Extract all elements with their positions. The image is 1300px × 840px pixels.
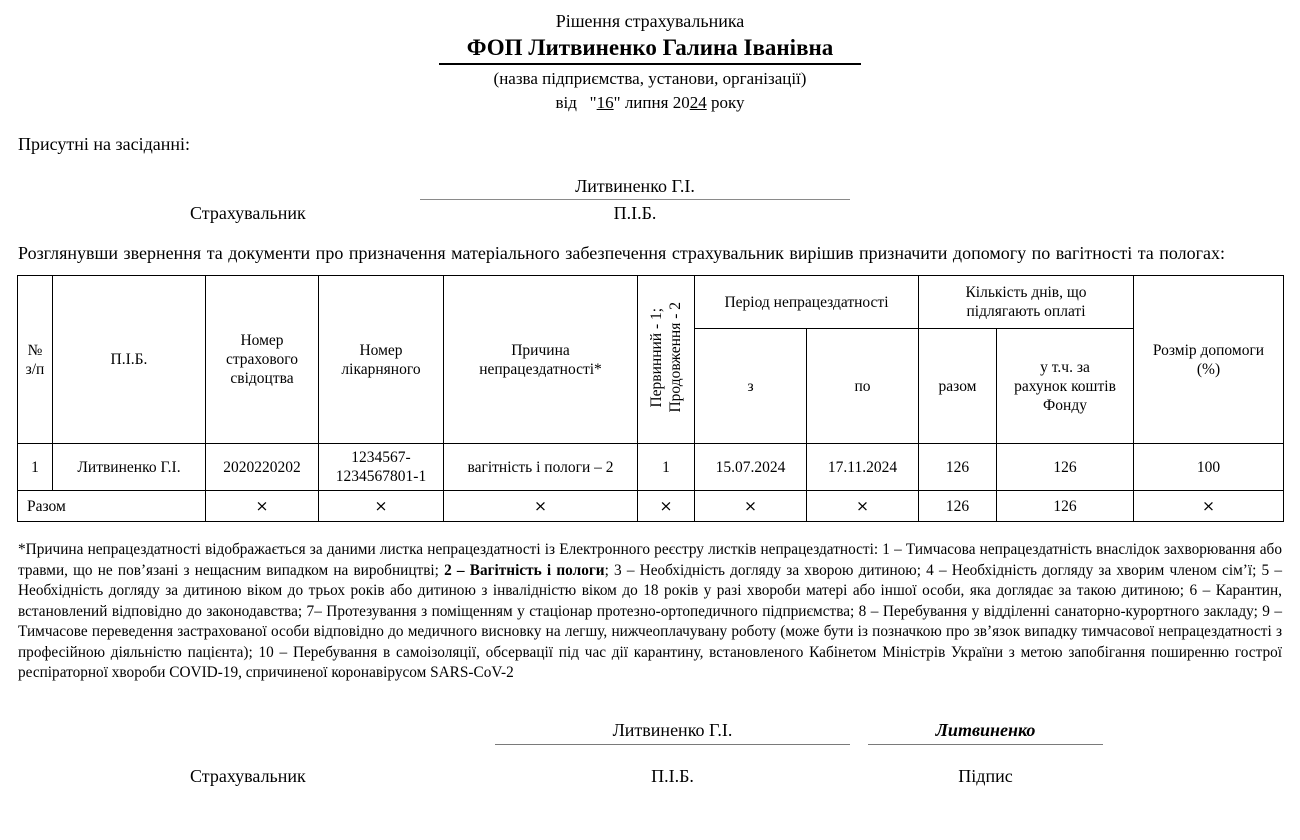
cell-total-sick-leave-number: × — [319, 491, 444, 522]
th-sick-leave-number — [319, 276, 444, 444]
table-header-row-1 — [18, 276, 1284, 329]
signature-name-value: Литвиненко Г.І. — [495, 720, 850, 745]
cell-insurance-certificate: 2020220202 — [206, 444, 319, 491]
th-insurance-certificate-l3: свідоцтва — [230, 370, 294, 387]
th-days-fund — [997, 329, 1134, 444]
th-benefit-amount-l2: (%) — [1196, 360, 1221, 378]
benefits-table — [17, 275, 1284, 522]
cell-total-label: Разом — [18, 491, 206, 522]
cell-total-period-from: × — [695, 491, 807, 522]
present-label: Присутні на засіданні: — [18, 134, 191, 154]
th-primary-continuation-text — [647, 302, 685, 413]
date-day: 16 — [596, 93, 614, 112]
th-incapacity-reason-l2: непрацездатності* — [479, 360, 602, 378]
th-row-number — [18, 276, 53, 444]
intro-paragraph: Розглянувши звернення та документи про призначення матеріального забезпечення страхувальник вирішив призначити допомогу по вагітності та пологах: — [18, 243, 1226, 263]
cell-sick-leave-number-l1: 1234567- — [351, 449, 411, 466]
cell-total-days-fund: 126 — [997, 491, 1134, 522]
present-name-column — [420, 176, 850, 224]
th-primary-continuation — [638, 276, 695, 444]
document-date-line — [0, 91, 1300, 114]
th-period-to: по — [807, 329, 919, 444]
th-payable-days-group-l1: Кількість днів, що — [965, 284, 1087, 301]
th-sick-leave-number-l2: лікарняного — [341, 360, 421, 378]
cell-period-from: 15.07.2024 — [695, 444, 807, 491]
cell-sick-leave-number-l2: 1234567801-1 — [335, 468, 427, 485]
cell-total-incapacity-reason: × — [444, 491, 638, 522]
organization-name: ФОП Литвиненко Галина Іванівна — [439, 34, 862, 65]
cell-full-name: Литвиненко Г.І. — [53, 444, 206, 491]
cell-sick-leave-number — [319, 444, 444, 491]
cell-days-fund: 126 — [997, 444, 1134, 491]
th-row-number-l1: № — [27, 341, 43, 359]
date-month: липня — [624, 93, 669, 112]
th-days-fund-l1: у т.ч. за — [1040, 358, 1090, 376]
th-benefit-amount — [1134, 276, 1284, 444]
footnote-bold: 2 – Вагітність і пологи — [444, 561, 605, 579]
cell-total-benefit-amount: × — [1134, 491, 1284, 522]
date-suffix: року — [710, 93, 745, 112]
table-total-row — [18, 491, 1284, 522]
th-period-from: з — [695, 329, 807, 444]
signature-row — [0, 720, 1300, 787]
signature-mark-caption: Підпис — [958, 765, 1013, 786]
cell-row-number: 1 — [18, 444, 53, 491]
signature-name-column — [495, 720, 850, 787]
th-primary-continuation-l2: Продовження - 2 — [667, 301, 684, 413]
cell-total-days-total: 126 — [919, 491, 997, 522]
th-benefit-amount-l1: Розмір допомоги — [1152, 341, 1265, 359]
footnote-part2: ; 3 – Необхідність догляду за хворою дитиною; 4 – Необхідність догляду за хворим членом сім’ї; 5 – Необхідність догляду за дитиною віком до трьох років або дитиною з інвалідністю віком до 18 років у разі хвороби матері або іншої особи, яка доглядає за такою дитиною; 6 – Карантин, встановлений відповідно до законодавства; 7– Протезування з поміщенням у стаціонар протезно-ортопедичного підприємства; 8 – Перебування у відділенні санаторно-курортного закладу; 9 – Тимчасове переведення застрахованої особи відповідно до медичного висновку на легшу, нижчеоплачувану роботу (може бути із позначкою про зв’язок випадку тимчасової непрацездатності з професійною діяльністю пацієнта); 10 – Перебування в самоізоляції, обсервації під час дії карантину, встановленого Кабінетом Міністрів України з метою запобігання поширенню гострої респіраторної хвороби COVID-19, спричиненої коронавірусом SARS-CoV-2 — [18, 561, 1282, 681]
footnote-part1: *Причина непрацездатності відображається за даними листка непрацездатності із Електронного реєстру листків непрацездатності: 1 – Тимчасова непрацездатність внаслідок захворювання або травми, що не пов’язані з нещасним випадком на виробництві; — [18, 541, 1282, 579]
date-prefix: від — [555, 93, 577, 112]
th-days-fund-l2: рахунок коштів — [1014, 377, 1116, 395]
document-header — [0, 0, 1300, 114]
present-role-label: Страхувальник — [190, 203, 306, 223]
cell-total-primary-continuation: × — [638, 491, 695, 522]
date-quote-close: " — [613, 93, 621, 112]
date-quote-open: " — [589, 93, 597, 112]
organization-caption: (назва підприємства, установи, організації) — [493, 69, 807, 88]
th-row-number-l2: з/п — [25, 360, 45, 378]
th-full-name: П.І.Б. — [53, 276, 206, 444]
cell-total-period-to: × — [807, 491, 919, 522]
present-name-caption: П.І.Б. — [613, 203, 657, 223]
th-insurance-certificate — [206, 276, 319, 444]
th-incapacity-reason — [444, 276, 638, 444]
present-name-value: Литвиненко Г.І. — [420, 176, 850, 200]
th-incapacity-period-group: Період непрацездатності — [695, 276, 919, 329]
th-payable-days-group — [919, 276, 1134, 329]
date-year-prefix: 20 — [672, 93, 690, 112]
cell-incapacity-reason: вагітність і пологи – 2 — [444, 444, 638, 491]
th-primary-continuation-l1: Первинний - 1; — [648, 307, 665, 407]
cell-benefit-amount: 100 — [1134, 444, 1284, 491]
cell-primary-continuation: 1 — [638, 444, 695, 491]
cell-days-total: 126 — [919, 444, 997, 491]
th-insurance-certificate-l1: Номер — [240, 332, 284, 349]
th-incapacity-reason-l1: Причина — [511, 341, 570, 359]
signature-name-caption: П.І.Б. — [651, 765, 694, 786]
date-year-suffix: 24 — [689, 93, 707, 112]
th-payable-days-group-l2: підлягають оплаті — [966, 303, 1086, 320]
cell-period-to: 17.11.2024 — [807, 444, 919, 491]
footnote-text — [18, 540, 1282, 684]
present-row — [0, 176, 1300, 224]
th-days-fund-l3: Фонду — [1043, 396, 1087, 414]
document-title: Рішення страхувальника — [555, 11, 745, 31]
th-days-total: разом — [919, 329, 997, 444]
th-sick-leave-number-l1: Номер — [359, 341, 403, 359]
signature-mark-value: Литвиненко — [868, 720, 1103, 745]
signature-role-label: Страхувальник — [190, 765, 306, 786]
signature-mark-column — [868, 720, 1103, 787]
table-row — [18, 444, 1284, 491]
th-insurance-certificate-l2: страхового — [225, 351, 299, 368]
cell-total-insurance-certificate: × — [206, 491, 319, 522]
